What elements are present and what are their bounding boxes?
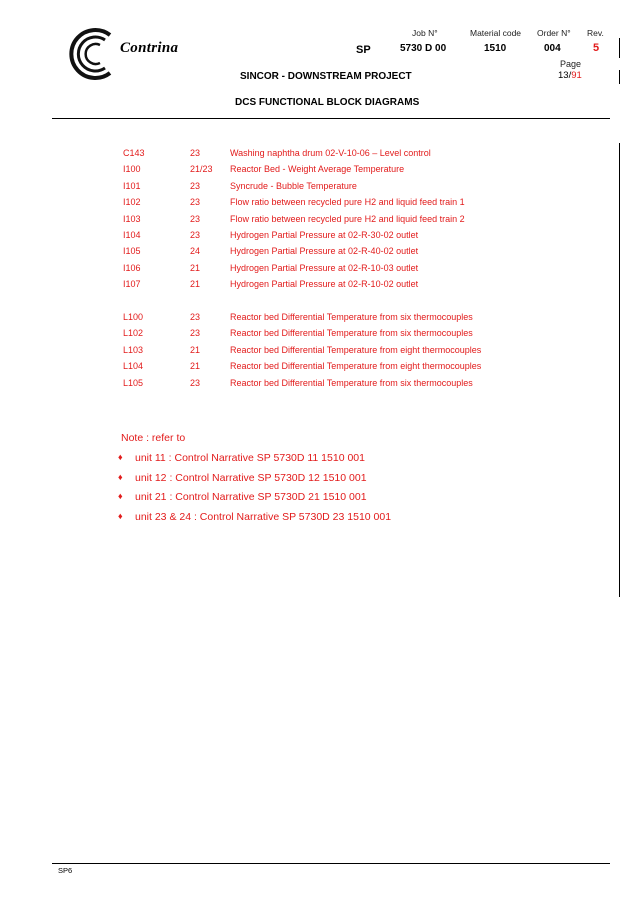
tag-id: I105 bbox=[123, 246, 141, 257]
tag-description: Reactor bed Differential Temperature from six thermocouples bbox=[230, 328, 473, 339]
tag-description: Hydrogen Partial Pressure at 02-R-40-02 outlet bbox=[230, 246, 419, 257]
material-code-value: 1510 bbox=[484, 43, 507, 54]
tag-id: I104 bbox=[123, 230, 141, 240]
tag-description: Reactor bed Differential Temperature from six thermocouples bbox=[230, 312, 473, 322]
page-total: 91 bbox=[571, 70, 582, 81]
diamond-bullet-icon: ♦ bbox=[118, 491, 123, 502]
tag-id: I103 bbox=[123, 213, 141, 224]
note-item bbox=[118, 491, 438, 505]
tag-id: I106 bbox=[123, 262, 141, 273]
tag-id: L102 bbox=[123, 328, 144, 339]
tag-description: Hydrogen Partial Pressure at 02-R-10-03 outlet bbox=[230, 262, 419, 273]
tag-description: Syncrude - Bubble Temperature bbox=[230, 180, 357, 191]
tag-description: Hydrogen Partial Pressure at 02-R-30-02 outlet bbox=[230, 230, 419, 240]
note-item bbox=[118, 452, 438, 466]
tag-id: C143 bbox=[123, 148, 145, 158]
header-divider bbox=[52, 118, 610, 119]
tag-description: Flow ratio between recycled pure H2 and liquid feed train 1 bbox=[230, 197, 465, 208]
unit-number: 23 bbox=[190, 312, 201, 322]
job-number-value: 5730 D 00 bbox=[400, 43, 447, 54]
unit-number: 23 bbox=[190, 213, 201, 224]
note-item bbox=[118, 472, 438, 486]
note-item-text: unit 21 : Control Narrative SP 5730D 21 1510 001 bbox=[135, 491, 367, 504]
diamond-bullet-icon: ♦ bbox=[118, 452, 123, 462]
tag-id: I100 bbox=[123, 164, 141, 175]
unit-number: 21 bbox=[190, 344, 201, 355]
diamond-bullet-icon: ♦ bbox=[118, 511, 123, 522]
unit-number: 23 bbox=[190, 377, 201, 388]
tag-id: L105 bbox=[123, 377, 144, 388]
company-logo bbox=[62, 26, 122, 82]
tag-id: L100 bbox=[123, 312, 144, 322]
note-item-text: unit 23 & 24 : Control Narrative SP 5730D 23 1510 001 bbox=[135, 511, 392, 524]
header-edge-mark bbox=[619, 70, 620, 84]
order-number-value: 004 bbox=[544, 43, 561, 54]
logo-mark-icon bbox=[62, 26, 122, 82]
order-number-label: Order N° bbox=[537, 28, 571, 38]
unit-number: 24 bbox=[190, 246, 201, 257]
project-title: SINCOR - DOWNSTREAM PROJECT bbox=[240, 71, 412, 82]
footer-code: SP6 bbox=[58, 866, 73, 875]
tag-description: Flow ratio between recycled pure H2 and liquid feed train 2 bbox=[230, 213, 465, 224]
diamond-bullet-icon: ♦ bbox=[118, 471, 123, 482]
revision-value: 5 bbox=[593, 42, 600, 54]
tag-description: Hydrogen Partial Pressure at 02-R-10-02 outlet bbox=[230, 279, 419, 290]
tag-description: Reactor bed Differential Temperature from eight thermocouples bbox=[230, 344, 482, 355]
tag-description: Reactor bed Differential Temperature from six thermocouples bbox=[230, 377, 473, 388]
tag-id: I107 bbox=[123, 279, 141, 290]
material-code-label: Material code bbox=[470, 28, 522, 38]
margin-bar bbox=[619, 143, 620, 597]
doc-prefix: SP bbox=[356, 44, 371, 56]
page-current: 13/ bbox=[558, 70, 572, 81]
unit-number: 21/23 bbox=[190, 164, 213, 175]
unit-number: 23 bbox=[190, 328, 201, 339]
unit-number: 23 bbox=[190, 148, 201, 158]
revision-label: Rev. bbox=[587, 28, 604, 38]
note-item-text: unit 11 : Control Narrative SP 5730D 11 1510 001 bbox=[135, 452, 365, 464]
page-number bbox=[558, 70, 582, 81]
document-title: DCS FUNCTIONAL BLOCK DIAGRAMS bbox=[235, 97, 420, 108]
unit-number: 21 bbox=[190, 262, 201, 273]
tag-description: Washing naphtha drum 02-V-10-06 – Level control bbox=[230, 148, 431, 158]
footer-divider bbox=[52, 863, 610, 864]
note-item bbox=[118, 511, 438, 525]
tag-id: I102 bbox=[123, 197, 141, 208]
page-label: Page bbox=[560, 59, 582, 69]
tag-description: Reactor Bed - Weight Average Temperature bbox=[230, 164, 405, 175]
company-name: Contrina bbox=[120, 40, 179, 56]
tag-id: I101 bbox=[123, 180, 141, 191]
unit-number: 23 bbox=[190, 230, 201, 240]
note-item-text: unit 12 : Control Narrative SP 5730D 12 1510 001 bbox=[135, 471, 367, 484]
unit-number: 23 bbox=[190, 180, 201, 191]
unit-number: 21 bbox=[190, 361, 201, 372]
job-number-label: Job N° bbox=[412, 28, 438, 38]
tag-description: Reactor bed Differential Temperature from eight thermocouples bbox=[230, 361, 482, 372]
header-edge-mark bbox=[619, 38, 620, 58]
tag-id: L103 bbox=[123, 344, 144, 355]
unit-number: 23 bbox=[190, 197, 201, 208]
note-heading: Note : refer to bbox=[121, 432, 186, 444]
tag-id: L104 bbox=[123, 361, 144, 372]
unit-number: 21 bbox=[190, 279, 201, 290]
